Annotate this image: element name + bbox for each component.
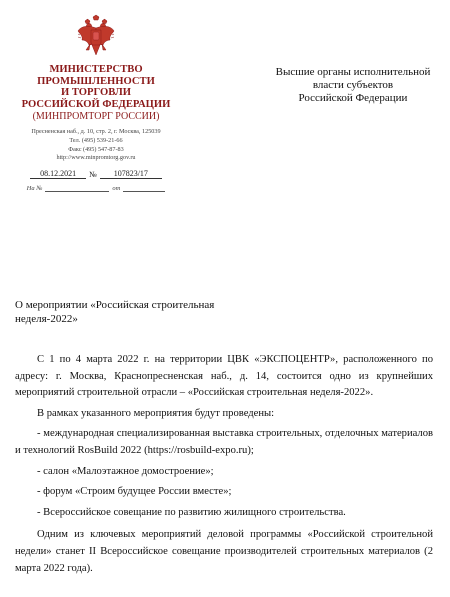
postal-address: Пресненская наб., д. 10, стр. 2, г. Москва, 125039: [31, 128, 161, 135]
addressee-line-3: Российской Федерации: [298, 92, 408, 104]
list-item-meeting: - Всероссийское совещание по развитию жилищного строительства.: [37, 506, 346, 518]
addressee-line-1: Высшие органы исполнительной: [275, 66, 431, 78]
list-item-salon: - салон «Малоэтажное домостроение»;: [37, 465, 214, 477]
ref-date-blank: [123, 184, 165, 192]
ministry-line-4: РОССИЙСКОЙ ФЕДЕРАЦИИ: [21, 98, 171, 110]
letter-subject: [15, 298, 265, 326]
ministry-name: [14, 64, 178, 110]
subject-line-2: неделя-2022»: [15, 313, 78, 325]
ministry-line-1: МИНИСТЕРСТВО: [49, 64, 143, 75]
website: http://www.minpromtorg.gov.ru: [56, 154, 136, 162]
fax: Факс (495) 547-87-83: [68, 145, 124, 153]
list-item-exhibition: - международная специализированная выставка строительных, отделочных материалов и технологий RosBuild 2022 (https://rosbuild-expo.ru);: [15, 428, 433, 456]
phone: Тел. (495) 539-21-66: [69, 136, 123, 144]
letterhead: [14, 14, 178, 192]
number-sign: №: [89, 170, 97, 180]
paragraph-key-event: Одним из ключевых мероприятий деловой программы «Российской строительной недели» станет II Всероссийское совещание производителей строительных материалов (2 марта 2022 года).: [15, 529, 433, 574]
paragraph-events-lead: В рамках указанного мероприятия будут проведены:: [37, 407, 275, 419]
registration-row: [14, 169, 178, 179]
paragraph-intro: С 1 по 4 марта 2022 г. на территории ЦВК «ЭКСПОЦЕНТР», расположенного по адресу: г. Москва, Краснопресненская наб., д. 14, состоится одно из крупнейших мероприятий строительной отрасли – «Российская строительная неделя-2022».: [15, 354, 433, 399]
ministry-line-3: И ТОРГОВЛИ: [60, 87, 132, 98]
subject-line-1: О мероприятии «Российская строительная: [15, 299, 215, 311]
contact-block: [14, 128, 178, 163]
ref-from: от: [112, 185, 121, 193]
addressee-block: [268, 66, 438, 105]
reference-row: [14, 184, 178, 192]
ref-prefix: На №: [26, 185, 43, 193]
list-item-forum: - форум «Строим будущее России вместе»;: [37, 486, 232, 498]
letter-body: [15, 352, 433, 577]
document-date: 08.12.2021: [30, 169, 86, 179]
ministry-line-2: ПРОМЫШЛЕННОСТИ: [37, 75, 155, 87]
coat-of-arms-icon: [76, 14, 116, 60]
addressee-line-2: власти субъектов: [312, 79, 394, 91]
ministry-short-name: (МИНПРОМТОРГ РОССИИ): [32, 111, 160, 122]
ref-number-blank: [45, 184, 109, 192]
document-number: 107823/17: [100, 169, 162, 179]
